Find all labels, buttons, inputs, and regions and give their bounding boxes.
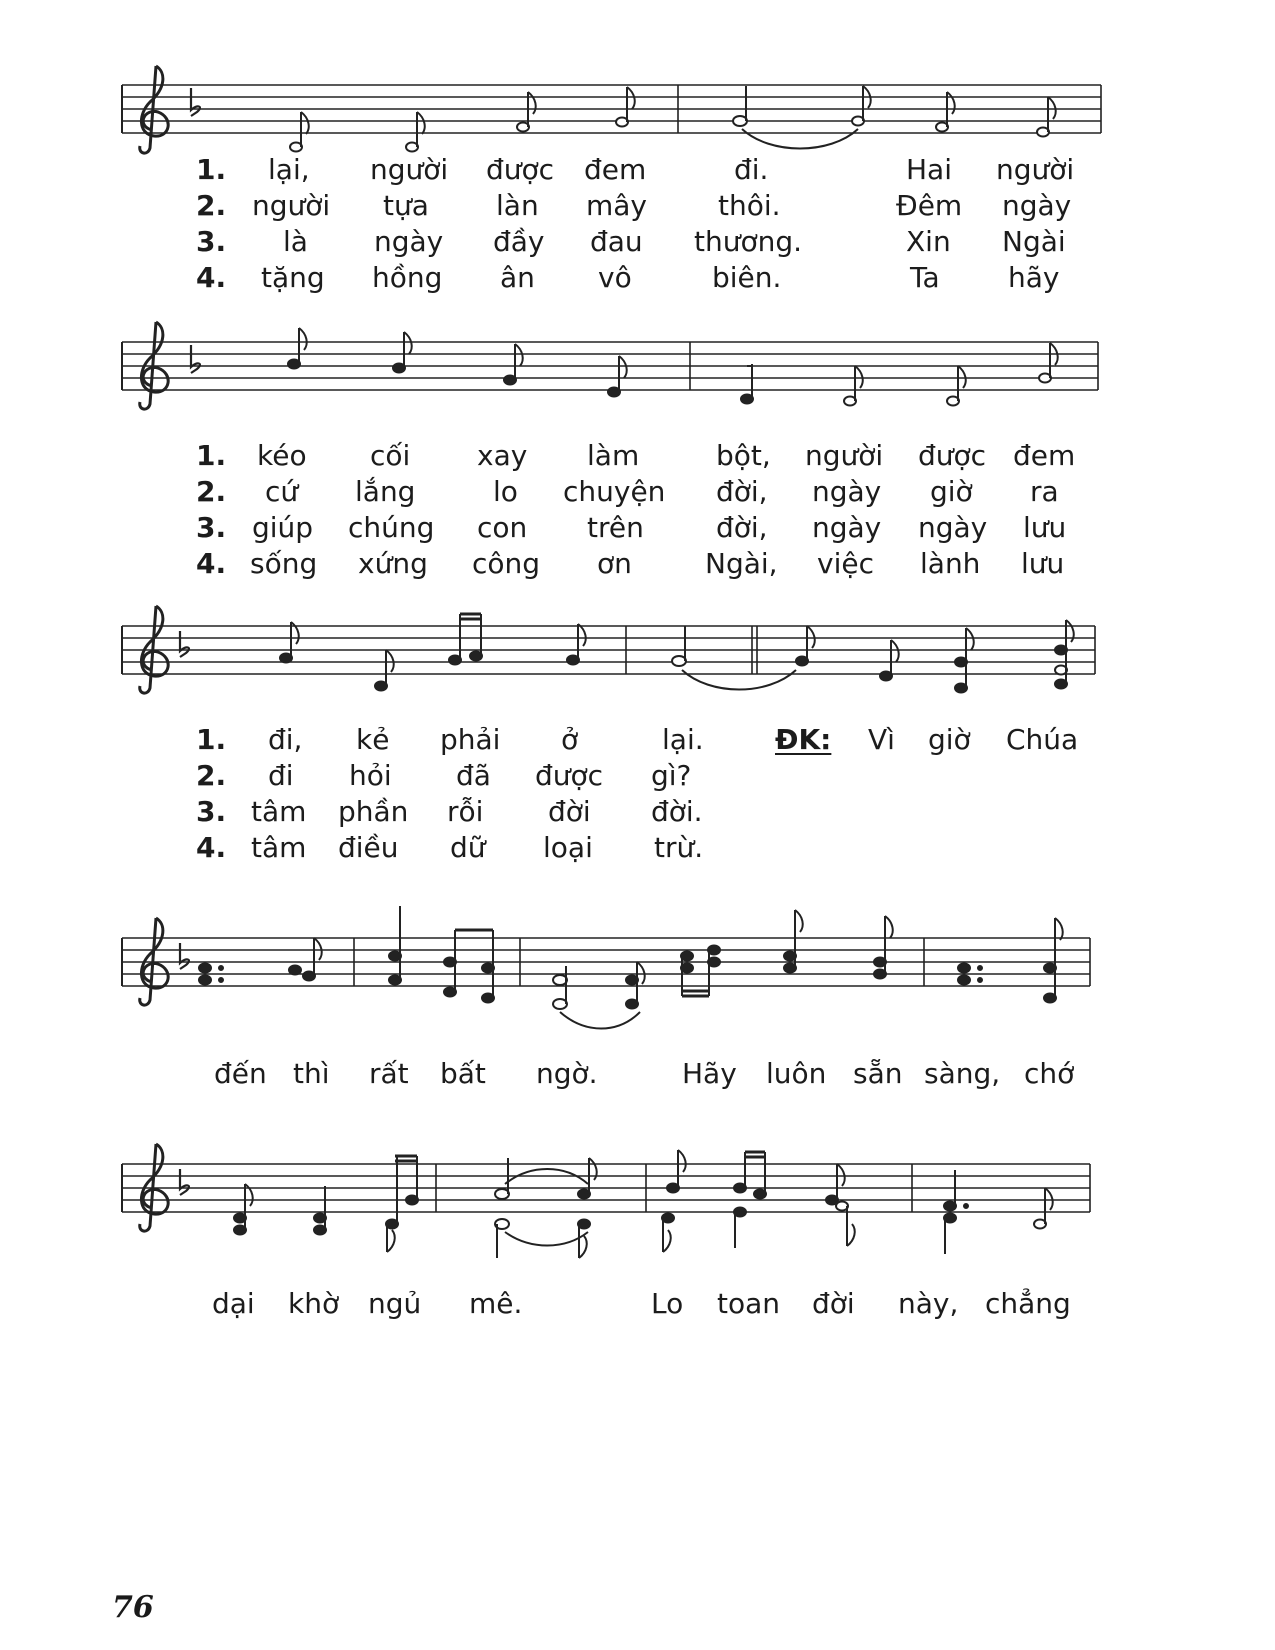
lyric-word: lưu	[1023, 511, 1067, 544]
verse-line-1	[0, 438, 1275, 474]
lyric-word: rất	[369, 1057, 409, 1090]
lyric-word: ngủ	[368, 1287, 422, 1320]
lyric-word: trên	[587, 511, 644, 544]
lyric-word: dại	[212, 1287, 255, 1320]
lyric-word: đầy	[493, 225, 545, 258]
lyric-word: Xin	[906, 225, 951, 258]
lyric-word: được	[918, 439, 987, 472]
flat-sign-icon	[180, 631, 189, 657]
lyric-word: trừ.	[654, 831, 704, 864]
lyric-word: đi.	[734, 153, 769, 186]
lyric-word: khờ	[288, 1287, 340, 1320]
music-staff-2	[0, 300, 1275, 420]
lyric-word: vô	[598, 261, 632, 294]
lyric-word: đời.	[651, 795, 703, 828]
lyric-word: đem	[584, 153, 647, 186]
lyric-word: cứ	[265, 475, 299, 508]
verse-line-3	[0, 510, 1275, 546]
music-staff-5	[0, 1130, 1275, 1260]
lyric-word: lắng	[355, 475, 416, 508]
lyric-word: Ngài,	[705, 547, 778, 580]
verse-number: 2.	[196, 475, 227, 508]
lyric-word: thì	[293, 1057, 330, 1090]
lyric-word: xứng	[358, 547, 428, 580]
lyric-word: chúng	[348, 511, 435, 544]
lyric-word: đời	[812, 1287, 855, 1320]
verse-number: 4.	[196, 261, 227, 294]
lyric-word: con	[477, 511, 528, 544]
lyric-word: giúp	[252, 511, 314, 544]
lyric-word: tâm	[251, 795, 307, 828]
lyric-word: biên.	[712, 261, 782, 294]
lyric-word: là	[283, 225, 308, 258]
lyric-word: người	[252, 189, 331, 222]
lyric-word: ngày	[918, 511, 988, 544]
lyric-word: đi,	[268, 723, 303, 756]
lyric-word: Ngài	[1002, 225, 1066, 258]
lyric-word: gì?	[651, 759, 692, 792]
verse-number: 1.	[196, 723, 227, 756]
lyric-word: cối	[370, 439, 411, 472]
lyric-word: giờ	[930, 475, 973, 508]
lyric-word: phải	[440, 723, 501, 756]
lyric-word: bột,	[716, 439, 771, 472]
verse-line-2	[0, 474, 1275, 510]
notes	[234, 1150, 1053, 1258]
verse-line-2	[0, 758, 1275, 794]
lyric-word: chẳng	[985, 1287, 1071, 1320]
lyric-word: lành	[920, 547, 981, 580]
lyric-word: lưu	[1021, 547, 1065, 580]
lyric-word: thôi.	[718, 189, 781, 222]
verse-number: 2.	[196, 189, 227, 222]
lyric-word: toan	[717, 1287, 781, 1320]
lyric-word: chuyện	[563, 475, 666, 508]
lyric-word: ngờ.	[536, 1057, 598, 1090]
lyric-word: dữ	[450, 831, 486, 864]
lyric-word: xay	[477, 439, 528, 472]
lyric-word: rỗi	[447, 795, 484, 828]
verse-line-4	[0, 260, 1275, 296]
chorus-label: ĐK:	[775, 723, 832, 756]
lyric-word: đã	[456, 759, 491, 792]
verse-line-3	[0, 224, 1275, 260]
chorus-line	[0, 1056, 1275, 1092]
verse-number: 4.	[196, 547, 227, 580]
lyric-word: ở	[561, 723, 579, 756]
verse-number: 3.	[196, 795, 227, 828]
lyric-word: loại	[543, 831, 593, 864]
lyric-word: ngày	[1002, 189, 1072, 222]
lyric-word: sống	[250, 547, 318, 580]
lyric-word: sẵn	[853, 1057, 903, 1090]
lyric-word: lại,	[268, 153, 310, 186]
lyric-word: đem	[1013, 439, 1076, 472]
lyric-word: Ta	[910, 261, 940, 294]
notes	[199, 906, 1063, 1029]
lyric-word: người	[370, 153, 449, 186]
verse-line-1	[0, 152, 1275, 188]
lyric-word: ơn	[597, 547, 632, 580]
lyric-word: ngày	[812, 511, 882, 544]
lyric-word: phần	[338, 795, 409, 828]
lyric-word: tâm	[251, 831, 307, 864]
lyric-word: tặng	[261, 261, 325, 294]
verse-number: 3.	[196, 225, 227, 258]
lyric-word: sàng,	[924, 1057, 1001, 1090]
lyric-word: điều	[338, 831, 399, 864]
lyric-word: giờ	[928, 723, 971, 756]
verse-line-4	[0, 546, 1275, 582]
verse-number: 3.	[196, 511, 227, 544]
flat-sign-icon	[191, 88, 200, 116]
lyric-word: chớ	[1024, 1057, 1075, 1090]
lyric-word: việc	[817, 547, 874, 580]
lyric-word: đau	[590, 225, 643, 258]
lyric-word: kéo	[257, 439, 307, 472]
flat-sign-icon	[180, 943, 189, 969]
lyric-word: hãy	[1008, 261, 1060, 294]
verse-number: 1.	[196, 153, 227, 186]
lyric-word: đến	[214, 1057, 267, 1090]
verse-number: 4.	[196, 831, 227, 864]
verse-line-3	[0, 794, 1275, 830]
lyric-word: đời	[548, 795, 591, 828]
verse-line-4	[0, 830, 1275, 866]
lyric-word: làn	[496, 189, 539, 222]
verse-number: 2.	[196, 759, 227, 792]
lyric-word: đi	[268, 759, 294, 792]
flat-sign-icon	[191, 345, 200, 373]
music-staff-4	[0, 900, 1275, 1030]
lyric-word: người	[805, 439, 884, 472]
lyric-word: công	[472, 547, 541, 580]
lyric-word: Đêm	[896, 189, 963, 222]
lyric-word: này,	[898, 1287, 959, 1320]
lyric-word: hỏi	[349, 759, 392, 792]
lyric-word: lại.	[662, 723, 704, 756]
verse-number: 1.	[196, 439, 227, 472]
lyric-word: Hai	[906, 153, 952, 186]
lyric-word: ra	[1030, 475, 1059, 508]
lyric-word: đời,	[716, 511, 768, 544]
page-number: 76	[112, 1590, 154, 1625]
verse-line-2	[0, 188, 1275, 224]
lyric-word: ân	[500, 261, 535, 294]
lyric-word: tựa	[383, 189, 429, 222]
lyric-word: kẻ	[356, 723, 390, 756]
lyric-word: mây	[586, 189, 648, 222]
lyric-word: được	[535, 759, 604, 792]
music-staff-1	[0, 30, 1275, 150]
lyric-word: làm	[587, 439, 640, 472]
lyric-word: Hãy	[682, 1057, 737, 1090]
lyric-word: hồng	[372, 261, 443, 294]
lyric-word: luôn	[766, 1057, 827, 1090]
lyric-word: bất	[440, 1057, 486, 1090]
lyric-word: ngày	[374, 225, 444, 258]
lyric-word: Vì	[868, 723, 895, 756]
lyric-word: Chúa	[1006, 723, 1079, 756]
flat-sign-icon	[180, 1169, 189, 1195]
lyric-word: Lo	[651, 1287, 684, 1320]
verse-line-1	[0, 722, 1275, 758]
music-staff-3	[0, 588, 1275, 708]
lyric-word: mê.	[469, 1287, 523, 1320]
lyric-word: người	[996, 153, 1075, 186]
lyric-word: ngày	[812, 475, 882, 508]
chorus-line	[0, 1286, 1275, 1322]
lyric-word: lo	[493, 475, 518, 508]
lyric-word: được	[486, 153, 555, 186]
notes	[290, 86, 1056, 152]
lyric-word: thương.	[694, 225, 803, 258]
lyric-word: đời,	[716, 475, 768, 508]
